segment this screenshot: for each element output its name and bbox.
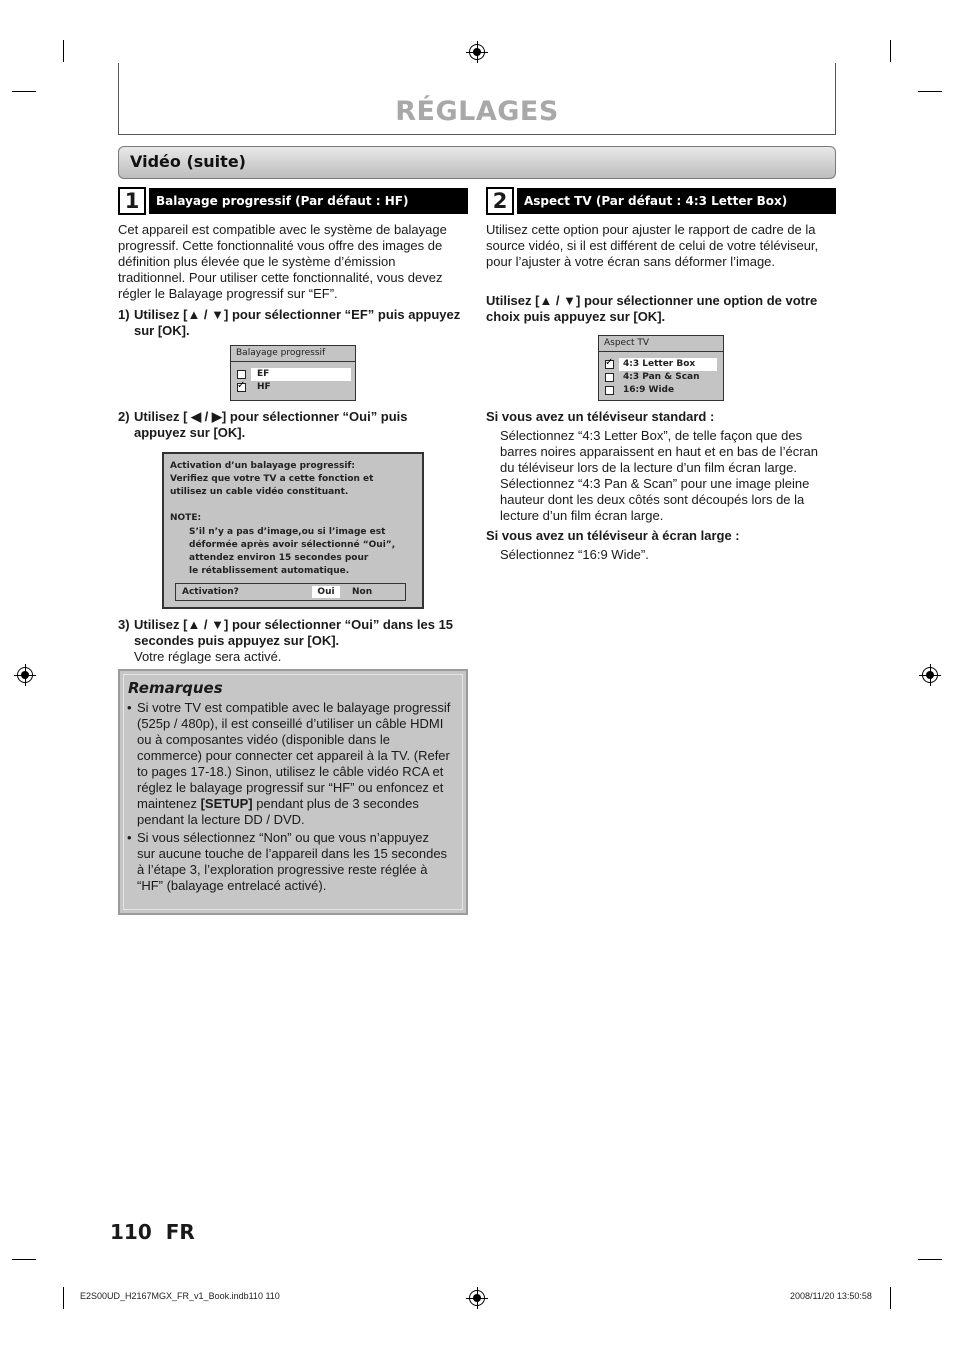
- page-title: RÉGLAGES: [395, 96, 559, 127]
- text-line: Sélectionnez “4:3 Pan & Scan” pour une image pleine: [500, 476, 810, 491]
- wide-tv-text: Sélectionnez “16:9 Wide”.: [500, 547, 649, 562]
- dialog-note-line: attendez environ 15 secondes pour: [189, 553, 369, 563]
- crop-mark: [12, 91, 36, 92]
- registration-mark-icon: [469, 44, 485, 60]
- instruction-number: 2): [118, 409, 130, 424]
- text-line: du téléviseur lors de la lecture d’un film écran large.: [500, 460, 797, 475]
- text-line: Utilisez [▲ / ▼] pour sélectionner “EF” puis appuyez: [134, 307, 461, 322]
- dialog-note-line: S’il n’y a pas d’image,ou si l’image est: [189, 527, 386, 537]
- instruction-number: 3): [118, 617, 130, 632]
- no-option[interactable]: Non: [352, 587, 373, 597]
- text-line: secondes puis appuyez sur [OK].: [134, 633, 340, 648]
- section-bar: [118, 146, 836, 179]
- text-line: Utilisez [ ◀ / ▶] pour sélectionner “Oui” puis: [134, 409, 408, 424]
- menu-title: Balayage progressif: [231, 346, 355, 362]
- activation-prompt: Activation?: [182, 587, 239, 597]
- standard-tv-text: [500, 428, 840, 524]
- text-line: Si votre TV est compatible avec le balayage progressif: [137, 700, 451, 715]
- setup-key-label: [SETUP]: [200, 796, 253, 811]
- instruction-2: [118, 409, 468, 441]
- crop-mark: [918, 91, 942, 92]
- step-heading-1: Balayage progressif (Par défaut : HF): [149, 188, 468, 214]
- text-line: source vidéo, si il est différent de celui de votre téléviseur,: [486, 238, 819, 253]
- checkbox-letter-box[interactable]: [605, 360, 614, 369]
- text-line: to pages 17-18.) Sinon, utilisez le câble vidéo RCA et: [137, 764, 444, 779]
- dialog-note-label: NOTE:: [170, 513, 202, 523]
- menu-title: Aspect TV: [599, 336, 723, 352]
- footer-file: E2S00UD_H2167MGX_FR_v1_Book.indb110 110: [80, 1291, 280, 1301]
- text-line: commerce) pour connecter cet appareil à la TV. (Refer: [137, 748, 450, 763]
- dialog-note-line: déformée après avoir sélectionné “Oui”,: [189, 540, 396, 550]
- instruction-1: [118, 307, 468, 339]
- dialog-line: Verifiez que votre TV a cette fonction et: [170, 474, 374, 484]
- text-line: lecture d’un film écran large.: [500, 508, 664, 523]
- page-number: [110, 1220, 195, 1244]
- text-line: ou à composantes vidéo (disponible dans le: [137, 732, 390, 747]
- step2-intro: [486, 222, 836, 270]
- text-line: Utilisez [▲ / ▼] pour sélectionner “Oui” dans les 15: [134, 617, 454, 632]
- step2-instruction: [486, 293, 836, 325]
- text-line: Si vous sélectionnez “Non” ou que vous n’appuyez: [137, 830, 429, 845]
- progressive-scan-dialog: [162, 452, 424, 609]
- menu-option-pan-scan[interactable]: 4:3 Pan & Scan: [623, 372, 700, 382]
- text-line: “HF” (balayage entrelacé activé).: [137, 878, 327, 893]
- activation-row: [175, 583, 406, 601]
- text-line: barres noires apparaissent en haut et en bas de l’écran: [500, 444, 818, 459]
- standard-tv-heading: Si vous avez un téléviseur standard :: [486, 409, 715, 424]
- menu-option-wide[interactable]: 16:9 Wide: [623, 385, 675, 395]
- text-line: hauteur dont les deux côtés sont découpés lors de la: [500, 492, 805, 507]
- wide-tv-heading: Si vous avez un téléviseur à écran large :: [486, 528, 740, 543]
- text-line: Votre réglage sera activé.: [134, 649, 282, 664]
- step1-intro: [118, 222, 468, 302]
- crop-mark: [63, 1287, 64, 1309]
- section-title: Vidéo (suite): [130, 152, 246, 171]
- step-number-1: 1: [118, 187, 146, 215]
- crop-mark: [890, 40, 891, 62]
- text-line: (525p / 480p), il est conseillé d’utiliser un câble HDMI: [137, 716, 444, 731]
- checkbox-pan-scan[interactable]: [605, 373, 614, 382]
- menu-option-hf[interactable]: HF: [257, 382, 271, 392]
- text-line: appuyez sur [OK].: [134, 425, 246, 440]
- text-line: sur aucune touche de l’appareil dans les 15 secondes: [137, 846, 448, 861]
- step-heading-2: Aspect TV (Par défaut : 4:3 Letter Box): [517, 188, 836, 214]
- page-language: FR: [165, 1220, 195, 1244]
- remarks-box: [118, 669, 468, 915]
- bullet-icon: •: [127, 830, 132, 845]
- step-number-2: 2: [486, 187, 514, 215]
- text-line: sur [OK].: [134, 323, 190, 338]
- text-line: définition plus élevée que le système d’émission: [118, 254, 396, 269]
- text-line: Cet appareil est compatible avec le système de balayage: [118, 222, 447, 237]
- text-line: à l’étape 3, l’exploration progressive reste réglée à: [137, 862, 428, 877]
- text-line: régler le Balayage progressif sur “EF”.: [118, 286, 338, 301]
- instruction-number: 1): [118, 307, 130, 322]
- footer-timestamp: 2008/11/20 13:50:58: [790, 1291, 872, 1301]
- menu-option-letter-box[interactable]: 4:3 Letter Box: [623, 359, 696, 369]
- checkbox-hf[interactable]: [237, 383, 246, 392]
- text-line: Sélectionnez “4:3 Letter Box”, de telle façon que des: [500, 428, 803, 443]
- instruction-3: [118, 617, 468, 665]
- yes-option[interactable]: Oui: [312, 586, 340, 598]
- registration-mark-icon: [922, 667, 938, 683]
- text-line: Utilisez [▲ / ▼] pour sélectionner une option de votre: [486, 293, 818, 308]
- registration-mark-icon: [469, 1290, 485, 1306]
- text-span: maintenez: [137, 796, 201, 811]
- text-line: réglez le balayage progressif sur “HF” ou enfoncez et: [137, 780, 444, 795]
- text-line: choix puis appuyez sur [OK].: [486, 309, 666, 324]
- dialog-line: Activation d’un balayage progressif:: [170, 461, 355, 471]
- text-line: traditionnel. Pour utiliser cette fonctionnalité, vous devez: [118, 270, 443, 285]
- remarks-title: Remarques: [128, 679, 223, 697]
- text-line: progressif. Cette fonctionnalité vous offre des images de: [118, 238, 443, 253]
- checkbox-ef[interactable]: [237, 370, 246, 379]
- bullet-icon: •: [127, 700, 132, 715]
- aspect-tv-menu: [598, 335, 724, 401]
- crop-mark: [890, 1287, 891, 1309]
- text-line: [137, 796, 450, 812]
- text-line: pour l’ajuster à votre écran sans déformer l’image.: [486, 254, 776, 269]
- text-span: pendant plus de 3 secondes: [252, 796, 419, 811]
- registration-mark-icon: [17, 667, 33, 683]
- checkbox-wide[interactable]: [605, 386, 614, 395]
- crop-mark: [918, 1259, 942, 1260]
- crop-mark: [12, 1259, 36, 1260]
- crop-mark: [63, 40, 64, 62]
- text-line: Utilisez cette option pour ajuster le rapport de cadre de la: [486, 222, 816, 237]
- dialog-line: utilisez un cable vidéo constituant.: [170, 487, 349, 497]
- menu-option-ef[interactable]: EF: [257, 369, 270, 379]
- text-line: pendant la lecture DD / DVD.: [137, 812, 305, 827]
- page-number-value: 110: [110, 1220, 152, 1244]
- progressive-scan-menu: [230, 345, 356, 401]
- dialog-note-line: le rétablissement automatique.: [189, 566, 350, 576]
